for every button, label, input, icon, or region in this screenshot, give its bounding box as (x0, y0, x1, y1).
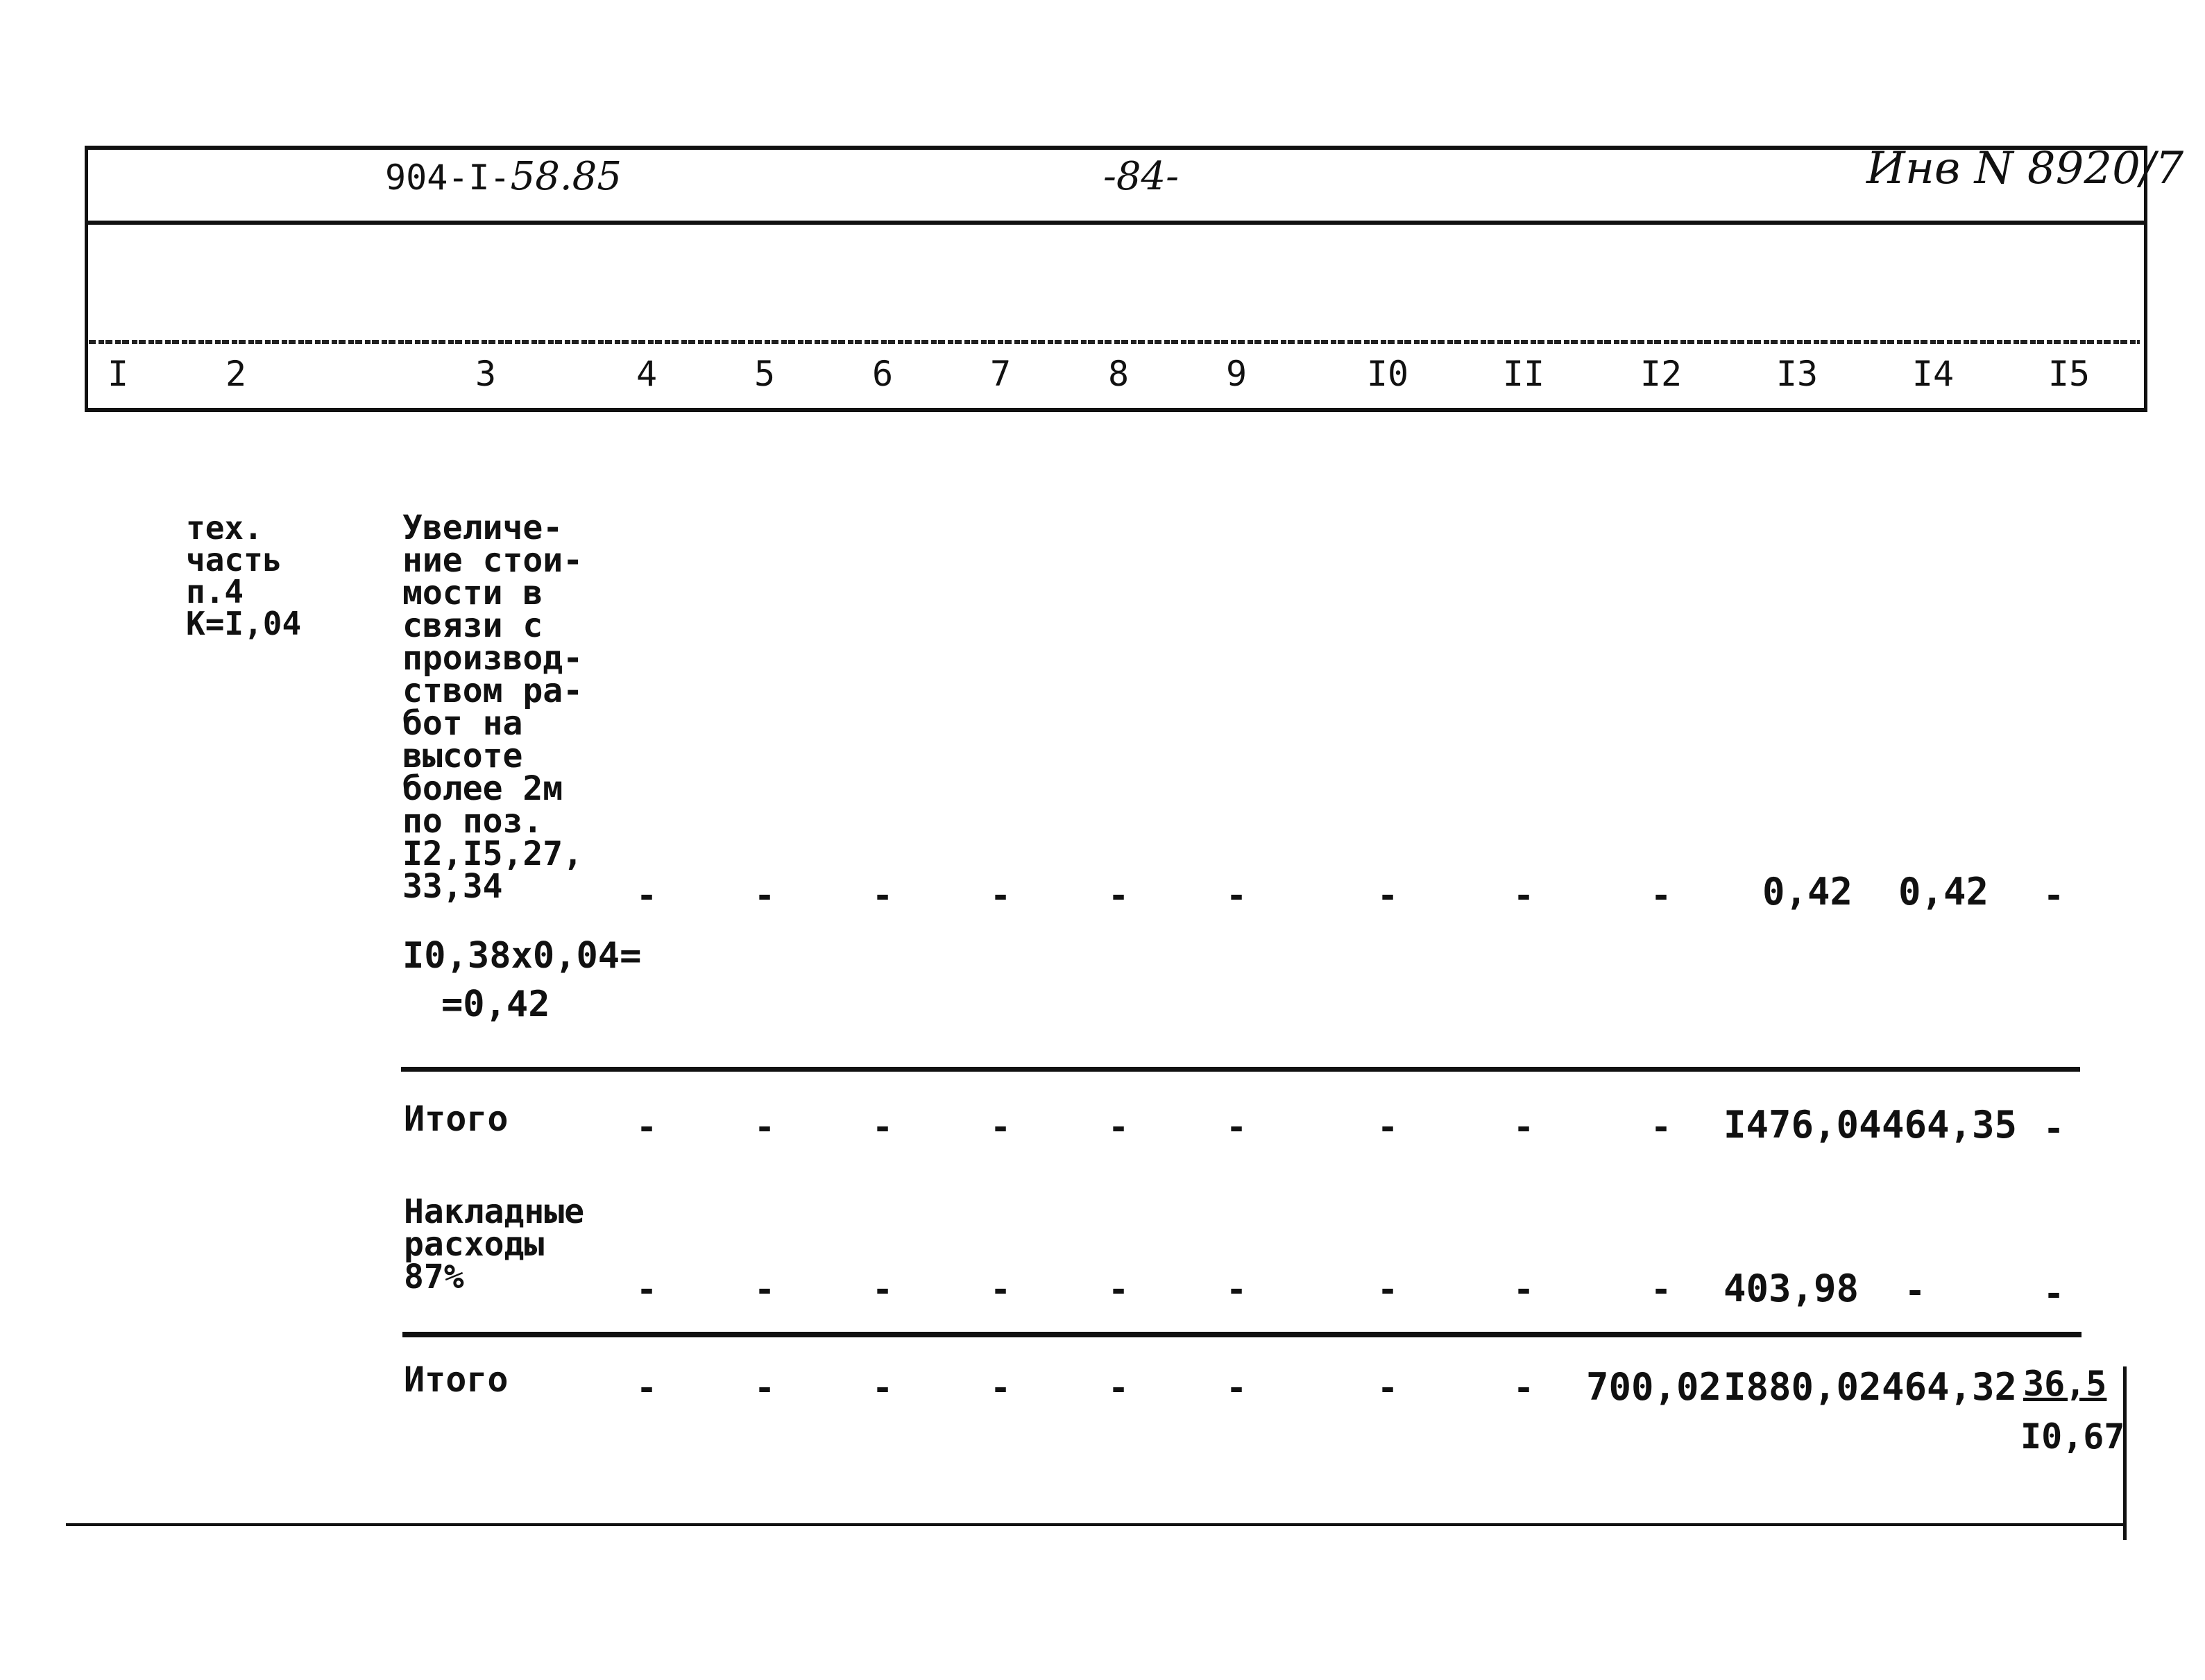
header-divider-line (85, 221, 2147, 225)
calculation-line-2: =0,42 (441, 984, 550, 1025)
value-col13: I476,04 (1723, 1103, 1882, 1147)
dash-col9: - (1225, 1107, 1248, 1147)
dash-col6: - (871, 1368, 894, 1408)
page-number: -84- (1103, 154, 1180, 199)
frame-top-line (85, 146, 2147, 150)
column-number-10: I0 (1366, 354, 1409, 394)
dash-col5: - (754, 875, 776, 916)
dash-col12: - (1650, 1269, 1672, 1310)
dash-col6: - (871, 1107, 894, 1147)
value-col15-bottom: I0,67 (2020, 1416, 2125, 1457)
column-number-5: 5 (754, 354, 776, 394)
dash-col11: - (1513, 1107, 1535, 1147)
column-number-1: I (107, 354, 129, 394)
dash-col7: - (989, 1107, 1012, 1147)
value-col15: - (2043, 1274, 2065, 1314)
total-label-2: Итого (404, 1360, 509, 1400)
dash-col6: - (871, 1269, 894, 1310)
dash-col4: - (636, 875, 658, 916)
overhead-label: Накладные расходы 87% (404, 1192, 585, 1296)
dash-col5: - (754, 1269, 776, 1310)
column-number-8: 8 (1107, 354, 1130, 394)
dash-col12: - (1650, 875, 1672, 916)
column-number-9: 9 (1225, 354, 1248, 394)
value-col15-top: 36,5 (2023, 1364, 2107, 1404)
document-code-handwritten: 58.85 (510, 154, 622, 199)
description-cell: Увеличе- ние стои- мости в связи с производ- ством ра- бот на высоте более 2м по поз. I2,I5,27, 33,34 (402, 508, 584, 906)
document-code-printed: 904-I- (385, 157, 511, 198)
dash-col10: - (1377, 875, 1399, 916)
value-col14: 464,32 (1882, 1365, 2018, 1409)
column-number-12: I2 (1640, 354, 1683, 394)
dash-col4: - (636, 1269, 658, 1310)
dash-col10: - (1377, 1269, 1399, 1310)
dash-col8: - (1107, 1368, 1130, 1408)
dash-col12: - (1650, 1107, 1672, 1147)
dash-col6: - (871, 875, 894, 916)
dash-col4: - (636, 1368, 658, 1408)
value-col13: 0,42 (1762, 870, 1853, 914)
total-label-1: Итого (404, 1099, 509, 1139)
dash-col9: - (1225, 875, 1248, 916)
column-numbers-bottom-line (85, 408, 2147, 412)
column-number-2: 2 (225, 354, 247, 394)
value-col15: - (2043, 875, 2065, 916)
dash-col7: - (989, 1368, 1012, 1408)
inventory-note: Инв N 8920/7 (1866, 143, 2184, 194)
dash-col7: - (989, 875, 1012, 916)
dash-col11: - (1513, 1269, 1535, 1310)
value-col12: 700,02 (1586, 1365, 1722, 1409)
value-col14: - (1904, 1271, 1926, 1311)
document-code (385, 154, 622, 199)
value-col14: 464,35 (1882, 1103, 2018, 1147)
value-col15: - (2043, 1108, 2065, 1149)
reference-cell: тех. часть п.4 К=I,04 (186, 509, 302, 642)
dash-col8: - (1107, 1269, 1130, 1310)
dash-col9: - (1225, 1368, 1248, 1408)
total-rule-2 (402, 1332, 2081, 1337)
calculation-line-1: I0,38х0,04= (402, 935, 642, 977)
dashed-strip (89, 340, 2140, 344)
dash-col11: - (1513, 1368, 1535, 1408)
value-col13: 403,98 (1723, 1267, 1859, 1310)
column-number-14: I4 (1912, 354, 1955, 394)
dash-col8: - (1107, 1107, 1130, 1147)
column-number-3: 3 (475, 354, 497, 394)
column-number-15: I5 (2047, 354, 2091, 394)
value-col13: I880,02 (1723, 1365, 1882, 1409)
column-number-6: 6 (871, 354, 894, 394)
column-number-4: 4 (636, 354, 658, 394)
value-col14: 0,42 (1898, 870, 1989, 914)
dash-col4: - (636, 1107, 658, 1147)
dash-col10: - (1377, 1368, 1399, 1408)
column-number-13: I3 (1776, 354, 1819, 394)
dash-col7: - (989, 1269, 1012, 1310)
frame-bottom-line (66, 1523, 2127, 1526)
dash-col8: - (1107, 875, 1130, 916)
column-number-11: II (1502, 354, 1545, 394)
dash-col5: - (754, 1368, 776, 1408)
dash-col11: - (1513, 875, 1535, 916)
dash-col5: - (754, 1107, 776, 1147)
column-number-7: 7 (989, 354, 1012, 394)
dash-col9: - (1225, 1269, 1248, 1310)
total-rule-1 (401, 1067, 2080, 1072)
dash-col10: - (1377, 1107, 1399, 1147)
